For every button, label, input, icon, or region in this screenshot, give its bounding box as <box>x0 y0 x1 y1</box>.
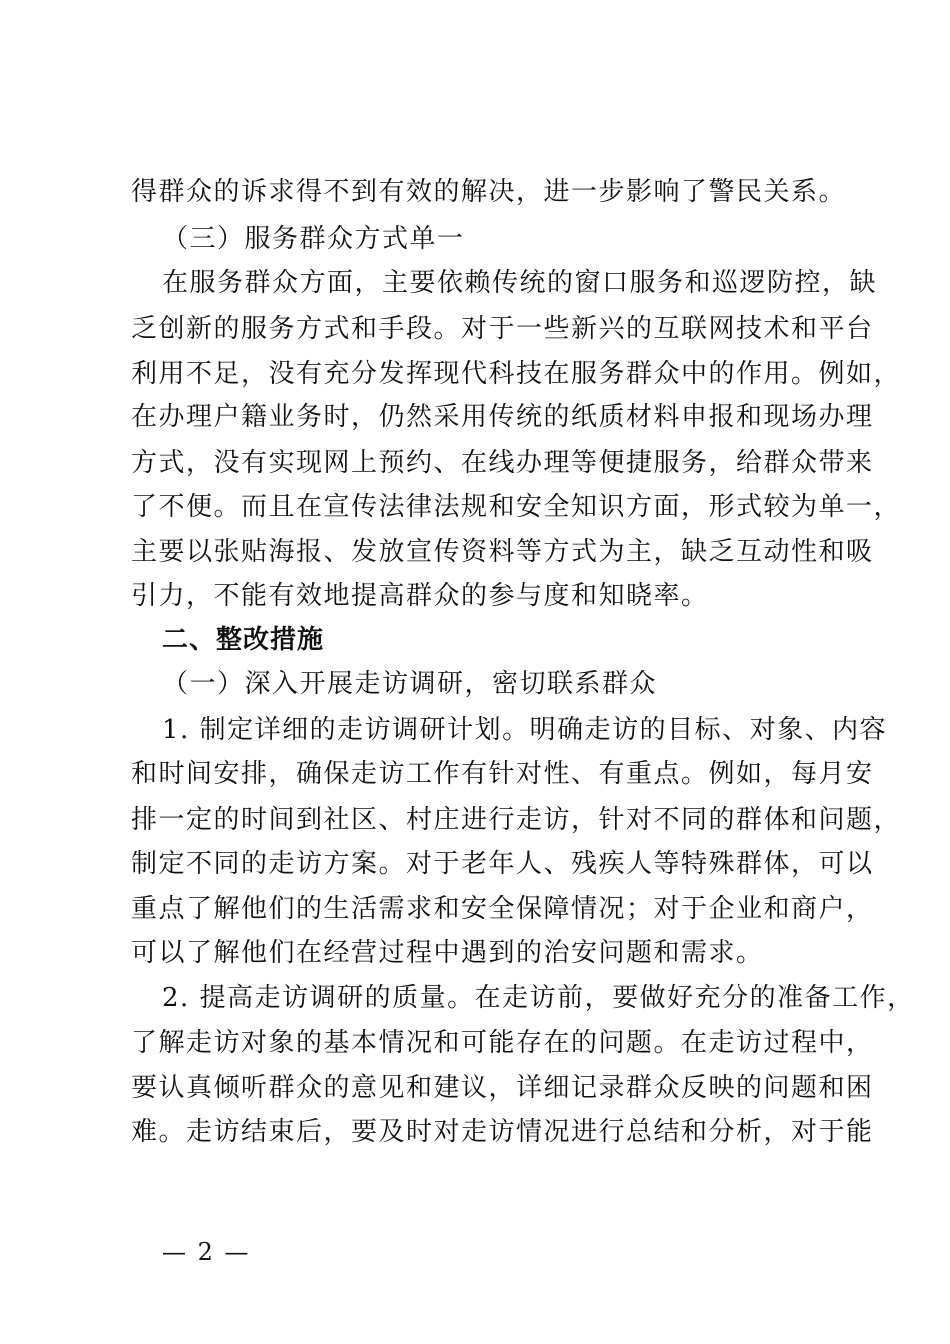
page-number: — 2 — <box>162 1238 251 1266</box>
section-subheading: （一）深入开展走访调研，密切联系群众 <box>162 669 658 699</box>
paragraph-line: 要认真倾听群众的意见和建议，详细记录群众反映的问题和困 <box>131 1073 874 1103</box>
paragraph-line: 可以了解他们在经营过程中遇到的治安问题和需求。 <box>131 938 764 968</box>
section-heading: 二、整改措施 <box>162 625 325 655</box>
paragraph-line: 乏创新的服务方式和手段。对于一些新兴的互联网技术和平台 <box>131 314 874 344</box>
paragraph-line: 了解走访对象的基本情况和可能存在的问题。在走访过程中， <box>131 1028 874 1058</box>
paragraph-line: 难。走访结束后，要及时对走访情况进行总结和分析，对于能 <box>131 1117 874 1147</box>
paragraph-line: 1. 制定详细的走访调研计划。明确走访的目标、对象、内容 <box>162 715 888 745</box>
paragraph-line: 排一定的时间到社区、村庄进行走访，针对不同的群体和问题， <box>131 805 902 835</box>
paragraph-line: 主要以张贴海报、发放宣传资料等方式为主，缺乏互动性和吸 <box>131 537 874 567</box>
paragraph-line: 利用不足，没有充分发挥现代科技在服务群众中的作用。例如， <box>131 359 902 389</box>
paragraph-line: 得群众的诉求得不到有效的解决，进一步影响了警民关系。 <box>131 177 847 207</box>
section-subheading: （三）服务群众方式单一 <box>162 224 465 254</box>
paragraph-line: 重点了解他们的生活需求和安全保障情况；对于企业和商户， <box>131 894 874 924</box>
paragraph-line: 和时间安排，确保走访工作有针对性、有重点。例如，每月安 <box>131 759 874 789</box>
paragraph-line: 2. 提高走访调研的质量。在走访前，要做好充分的准备工作， <box>162 983 915 1013</box>
paragraph-line: 在办理户籍业务时，仍然采用传统的纸质材料申报和现场办理 <box>131 402 874 432</box>
paragraph-line: 在服务群众方面，主要依赖传统的窗口服务和巡逻防控，缺 <box>162 268 878 298</box>
paragraph-line: 引力，不能有效地提高群众的参与度和知晓率。 <box>131 581 709 611</box>
paragraph-line: 制定不同的走访方案。对于老年人、残疾人等特殊群体，可以 <box>131 849 874 879</box>
paragraph-line: 方式，没有实现网上预约、在线办理等便捷服务，给群众带来 <box>131 448 874 478</box>
paragraph-line: 了不便。而且在宣传法律法规和安全知识方面，形式较为单一， <box>131 492 902 522</box>
